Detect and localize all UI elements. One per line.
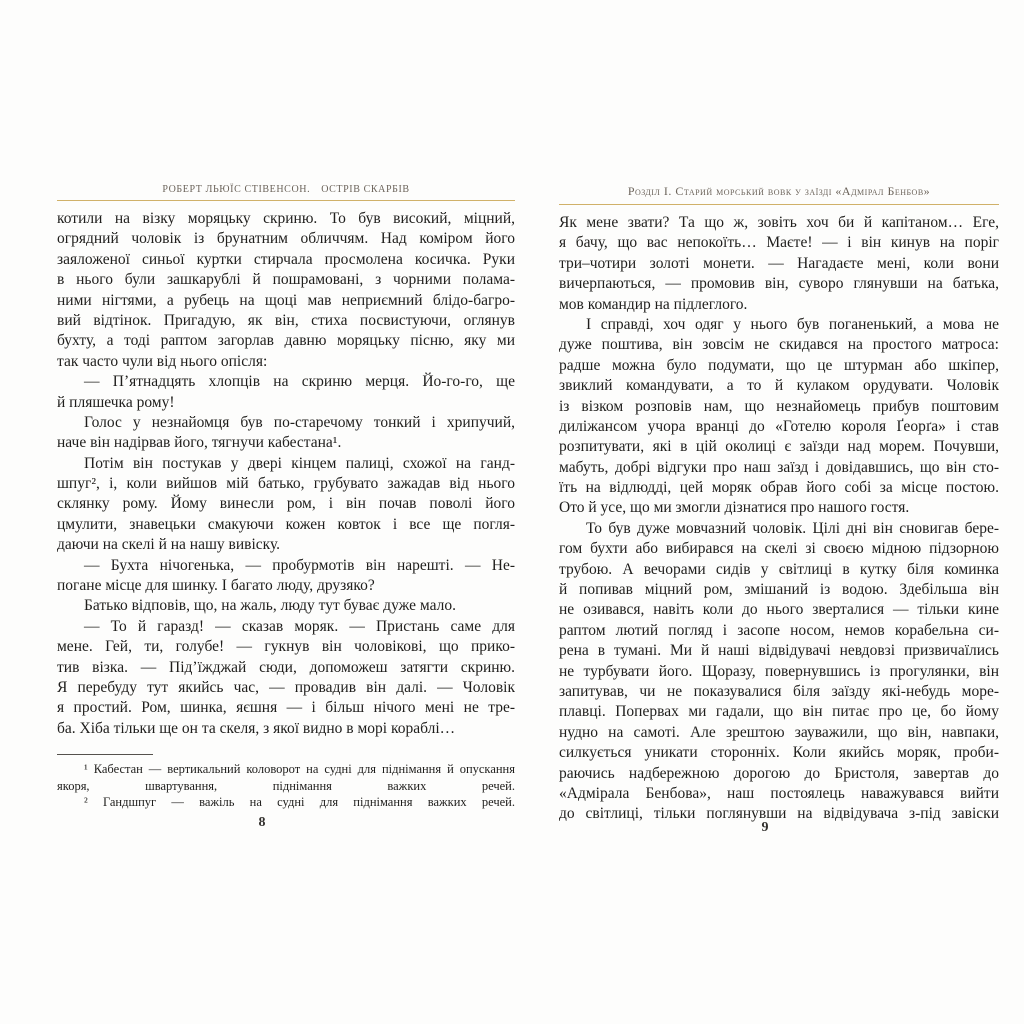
- text-line: Як мене звати? Та що ж, зовіть хоч би й капітаном… Еге,: [559, 214, 999, 231]
- running-head-right: [559, 184, 999, 199]
- text-line: раючись надбережною дорогою до Бристоля, завертав до: [559, 764, 999, 782]
- text-line: «Адмірала Бенбова», наш постоялець наважувався вийти: [559, 784, 999, 802]
- running-head-author: РОБЕРТ ЛЬЮЇС СТІВЕНСОН.: [162, 184, 311, 195]
- text-line: — П’ятнадцять хлопців на скриню мерця. Йо-го-го, ще: [84, 373, 515, 391]
- text-line: їть на відлюдді, цей моряк обрав його собі за місце постою.: [559, 479, 999, 497]
- text-line: даючи на скелі й на нашу вивіску.: [57, 536, 281, 554]
- text-line: вий відтінок. Пригадую, як він, стиха посвистуючи, оглянув: [57, 311, 515, 329]
- text-line: бухту, а тоді раптом загорлав давню моряцьку пісню, яку ми: [57, 332, 515, 350]
- text-line: якоря, швартування, піднімання важких речей.: [57, 778, 515, 793]
- text-line: наче він надірвав його, тягнучи кабестана¹.: [57, 434, 342, 452]
- text-line: Ото й усе, що ми змогли дізнатися про нашого гостя.: [559, 499, 910, 517]
- footnote-separator: [57, 754, 153, 755]
- page-body-text: [559, 213, 999, 825]
- text-line: із візком розповів нам, що незнайомець прибув поштовим: [559, 397, 999, 415]
- text-line: силкується уникати сторонніх. Коли якийсь моряк, проби-: [559, 744, 999, 762]
- text-line: заяложеної синьої куртки стирчала просмолена косичка. Руки: [57, 250, 515, 268]
- text-line: нудно на самоті. Але зрештою зауважили, що він, навпаки,: [559, 723, 999, 741]
- page-left: [57, 184, 515, 836]
- page-right: [559, 184, 999, 842]
- footnote-list: [57, 761, 515, 811]
- text-line: мене. Гей, ти, голубе! — гукнув він чоловікові, що прико-: [57, 638, 515, 656]
- text-line: до світлиці, тільки поглянувши на відвідувача з-під завіски: [559, 805, 999, 823]
- running-head-book-title: ОСТРІВ СКАРБІВ: [321, 184, 410, 195]
- text-line: я бачу, що вас непокоїть… Маєте! — і він кинув на поріг: [559, 234, 999, 252]
- text-line: мов командир на підлеглого.: [559, 295, 748, 313]
- text-line: запитував, чи не показувалися біля заїзду які-небудь море-: [559, 682, 999, 700]
- page-number-right: 9: [761, 820, 769, 835]
- text-line: І справді, хоч одяг у нього був поганенький, а мова не: [586, 315, 999, 333]
- running-head-left: [57, 184, 515, 195]
- text-line: гом бухти або вибирався на скелі зі своєю мідною підзорною: [559, 540, 999, 558]
- text-line: й пляшечка рому!: [57, 393, 175, 411]
- text-line: ними нігтями, а рубець на щоці мав неприємний блідо-багро-: [57, 291, 515, 309]
- text-line: тив візка. — Під’їжджай сюди, допоможеш затягти скриню.: [57, 658, 515, 676]
- text-line: Голос у незнайомця був по-старечому тонкий і хрипучий,: [84, 413, 515, 431]
- text-line: То був дуже мовчазний чоловік. Цілі дні він сновигав бере-: [586, 519, 999, 537]
- text-line: шпуг², і, коли вийшов мій батько, грубувато зажадав від нього: [57, 475, 515, 493]
- running-head-chapter: Розділ I. Старий морський вовк у заїзді «Адмірал Бенбов»: [627, 184, 931, 198]
- text-line: й попивав міцний ром, змішаний із водою. Здебільша він: [559, 581, 999, 599]
- text-line: мабуть, добрі відгуки про наш заїзд і довідавшись, що він сто-: [559, 458, 999, 476]
- text-line: диліжансом учора вранці до «Готелю короля Ґеорґа» і став: [559, 417, 999, 435]
- text-line: погане місце для шинку. І багато люду, друзяко?: [57, 577, 375, 595]
- text-line: не турбувати його. Щоразу, повернувшись із прогулянки, він: [559, 662, 999, 680]
- text-line: Потім він постукав у двері кінцем палиці, схожої на ганд-: [84, 454, 515, 472]
- text-line: в нього були зашкарублі й пошрамовані, з чорними полама-: [57, 271, 515, 289]
- text-line: раптом лютий погляд і засопе носом, немов корабельна си-: [559, 621, 999, 639]
- text-line: звиклий командувати, а то й кулаком орудувати. Чоловік: [559, 377, 999, 395]
- text-line: рена в тумані. Ми й наші відвідувачі невдовзі призвичаїлись: [559, 642, 999, 660]
- running-head-rule: [57, 200, 515, 201]
- page-number-left: 8: [258, 815, 266, 830]
- page-body-text: [57, 209, 515, 739]
- text-line: Я перебуду тут якийсь час, — провадив він далі. — Чоловік: [57, 678, 515, 696]
- text-line: я простий. Ром, шинка, яєшня — і більш нічого мені не тре-: [57, 699, 515, 717]
- running-head-rule: [559, 204, 999, 205]
- text-line: огрядний чоловік із брунатним обличчям. Над коміром його: [57, 230, 515, 248]
- text-line: так часто чули від нього опісля:: [57, 352, 268, 370]
- text-line: трубою. А вечорами сидів у світлиці в кутку біля коминка: [559, 560, 999, 578]
- text-line: ¹ Кабестан — вертикальний коловорот на судні для піднімання й опускання: [84, 762, 515, 777]
- text-line: розпитувати, які в цій околиці є заїзди над морем. Почувши,: [559, 438, 999, 456]
- text-line: радше можна було подумати, що це штурман або шкіпер,: [559, 356, 999, 374]
- text-line: — Бухта нічогенька, — пробурмотів він нарешті. — Не-: [84, 556, 515, 574]
- text-line: ² Гандшпуг — важіль на судні для піднімання важких речей.: [84, 795, 515, 810]
- text-line: вичерпаються, — промовив він, суворо глянувши на батька,: [559, 275, 999, 293]
- text-line: цмулити, знавецьки смакуючи кожен ковток і все ще погля-: [57, 515, 515, 533]
- text-line: дуже поштива, він зовсім не скидався на простого матроса:: [559, 336, 999, 354]
- text-line: ба. Хіба тільки ще он та скеля, з якої видно в морі кораблі…: [57, 719, 456, 737]
- text-line: плавці. Попервах ми гадали, що він питає про це, бо йому: [559, 703, 999, 721]
- text-line: Батько відповів, що, на жаль, люду тут буває дуже мало.: [84, 597, 456, 615]
- text-line: склянку рому. Йому винесли ром, і він почав поволі його: [57, 495, 515, 513]
- text-line: котили на візку моряцьку скриню. То був високий, міцний,: [57, 210, 515, 227]
- text-line: — То й гаразд! — сказав моряк. — Пристань саме для: [84, 617, 515, 635]
- text-line: три–чотири золоті монети. — Нагадаєте мені, коли вони: [559, 254, 999, 272]
- text-line: не озивався, навіть коли до нього зверталися — тільки кине: [559, 601, 999, 619]
